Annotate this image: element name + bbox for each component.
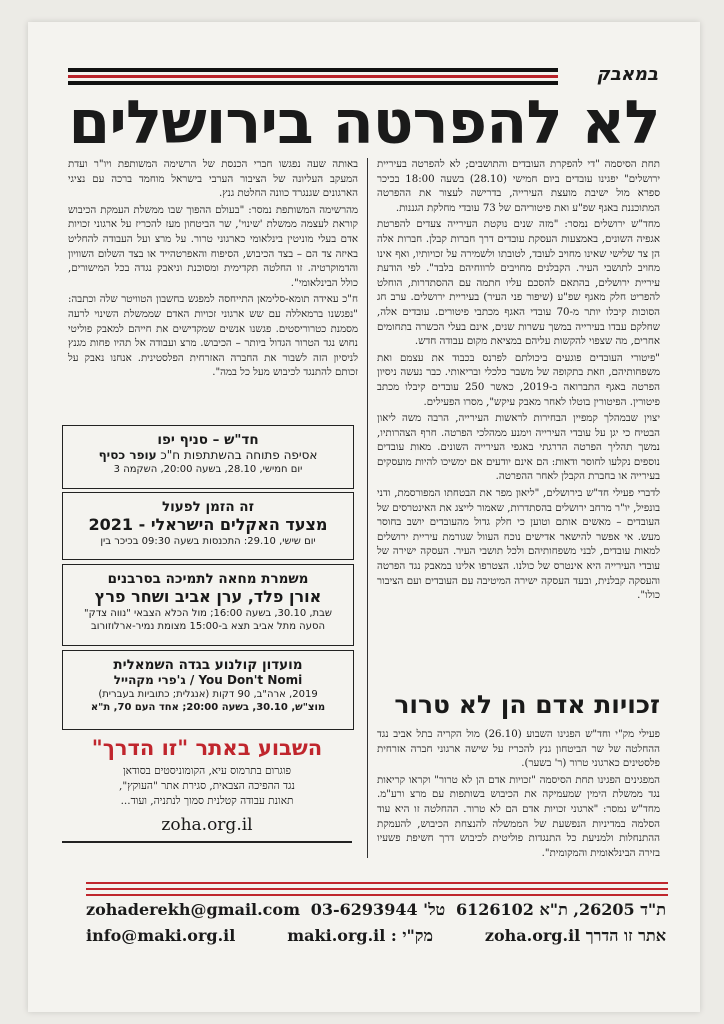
paragraph: המפגינים הפגינו תחת הסיסמה "זכויות אדם הן לא טרור" וקראו קריאות נגד ממשלת הימין שמעמיקה את הכיבוש בשותפות עם מרצ ורע"מ. מחד"ש נמסר: "ארגוני זכויות אדם הם לא טרור. ההחלטה זו היא עוד הסלמה במדיניות הנפשעת של הממשלה להנצחת הכיבוש, להעמקת ההתנחלות ולמניעת כל התנגדות פוליטית לכיבוש דרך חשיפת פשעיו בזירה הבינלאומית והמקומית". (377, 774, 660, 859)
email-link[interactable]: info@maki.org.il (86, 926, 236, 945)
email-link[interactable]: zohaderekh@gmail.com (86, 900, 301, 919)
event-names: אורן פלד, ערן אביב ושחר פרץ (94, 587, 322, 606)
paragraph: ח"כ עאידה תומא-סלימאן התייחסה למפגש בחשבון הטוויטר שלה וכתבה: "נפגשנו ברמאללה עם שש ארגוני זכויות האדם שממשלת השינוי לרעה מסמנת כטרוריסטים. פגשנו אנשים שמקדישים את חייהם למאבק פוליטי נחוש נגד הטרור הגדול ביותר – הכיבוש. מרצ ועבודה אל תהיו פחות מגנץ לניסיון הזה לשבור את החברה האזרחית הפלסטינית. אנחנו נאבק על זכותם להתנגד לכיבוש מעל כל במה". (68, 294, 358, 379)
event-speaker: עופר כסיף (98, 448, 157, 462)
event-title: חד"ש – סניף יפו (157, 432, 259, 448)
paragraph: יצוין שבמהלך קמפיין הבחירות לראשות העירייה, הרבה משה ליאון הבטיח כי יגן על עובדי העירייה וימנע ממהלכי הפרטה. חרף הצהרותיו, נמשך תהליך הפרטה הדרגתי באגפי העירייה השונים. מאות עובדים נוספים נקלעו לחוסר ודאות: הם אינם יודעים אם ימשיכו להיות מועסקים בעירייה או בחברת הקבלן לאחר ההפרטה. (377, 413, 660, 483)
headline: לא להפרטה בירושלים (68, 88, 660, 158)
paragraph: באותה שעה נפגשו חברי הכנסת של הרשימה המשותפת ויו"ר ועדת המעקב העליונה של הציבור הערבי בישראל מוחמד ברכה עם נציגי הארגונים שגנגרד כוונה החלטת גנץ. (68, 159, 358, 200)
weekly-line: נגד ההפיכה הצבאית, סגירת אתר "העוקץ", (119, 780, 295, 792)
event-box-jaffa (62, 425, 354, 489)
footer-contacts (86, 900, 666, 952)
kicker: במאבק (558, 64, 662, 85)
weekly-line: פוגרום בתרמוס עיא, הקומוניסטים בסודאן (122, 765, 292, 777)
site-link[interactable]: zoha.org.il (484, 926, 581, 945)
weekly-title: השבוע באתר "זו הדרך" (91, 736, 323, 760)
event-box-cinema (62, 650, 354, 730)
phone: טל' 03-6293944 (310, 900, 446, 919)
event-details: 2019, ארה"ב, 90 דקות (אנגלית; כתוביות בעברית) (98, 689, 318, 700)
left-column (68, 158, 358, 383)
weekly-url[interactable]: zoha.org.il (161, 815, 253, 835)
weekly-site-box (62, 736, 352, 843)
event-headline: מצעד האקלים הישראלי - 2021 (88, 515, 328, 534)
paragraph: פעילי מק"י וחד"ש הפגינו השבוע (26.10) מול הקריה בתל אביב נגד ההחלטה של שר הביטחון גנץ להכריז על שישה ארגוני חברה אזרחית פלסטינים כארגוני טרור (ר' בשער). (377, 729, 660, 770)
right-column-2 (377, 728, 660, 863)
maki-label: מק"י : (390, 926, 433, 945)
event-details: מוצ"ש, 30.10, בשעה 20:00; אחד העם 70, ת"א (90, 702, 326, 713)
maki-link[interactable]: maki.org.il (287, 926, 386, 945)
subheadline: זכויות אדם הן לא טרור (394, 690, 660, 719)
site-label: אתר זו הדרך (585, 926, 666, 945)
footer-rules (86, 882, 668, 900)
event-details: הסעה מתל אביב תצא ב-15:00 מצומת נמיר-ארלוזורוב (91, 621, 325, 632)
paragraph: תחת הסיסמה "די להפקרת העובדים והתושבים; לא להפרטה בעיריית ירושלים" יפגינו עובדים ביום חמישי (28.10) בשעה 18:00 בכיכר ספרא מול ישיבת מועצת העירייה, בדרישה לעצור את ההפרטה המתוכננת באגף שפ"ע ואת פיטוריהם של 73 עובדי מחלקת הגננות. (377, 159, 660, 214)
paragraph: מהרשימה המשותפת נמסר: "בעולם ההפוך שבו ממשלת העמקת הכיבוש קוראת לעצמה ממשלת 'שינוי', שר הביטחון מעז להכריז על ארגוני זכויות אדם בעלי מוניטין בינלאומי כארגוני טרור. על מרצ ועל העבודה להחליט באיזה צד הם – בצד הכיבוש, הסיפוח והאפרטהייד או בצד השלום השוויון והדמוקרטיה. זו החלטה תקדימית ומסוכנת וניאבק נגדה בכל המישורים, כולל הבינלאומי". (68, 204, 358, 289)
event-details: שבת, 30.10, בשעה 16:00; מול הכלא הצבאי "נווה צדק" (84, 608, 332, 619)
paragraph: מחד"ש ירושלים נמסר: "מזה שנים נוקטת העירייה צעדים להפרטת אגפיה השונים, באמצעות העסקת עובדים דרך חברות קבלן. חברות אלה הן צד שלישי שאינו מחויב לעובד, לטובתו ולשמירה על זכויותיו, ואף אינו מחויב לתושבי העיר. הקבלנים מחויבים לרווחיהם בלבד". לפי הודעת עיריית ירושלים, בהתאם להסכם עליו חתמה עם ההסתדרות, הוחלט להפריט חלק מאגף שפ"ע (שיפור פני העיר) בעיריית ירושלים. ערב חג הסוכות קיבלו יותר מ-70 עובדי האגף מכתבי פיטורים. עובדים אלה, שחלקם עבדו בעירייה במשך עשרות שנים, אינם בעלי הכשרה בתחומים אחרים, מה שצפוי להקשות עליהם במציאת מקום עבודה חדש. (377, 219, 660, 348)
weekly-underline (62, 841, 352, 843)
paragraph: לדברי פעילי חד"ש בירושלים, "ליאון מפר את הבטחתו המפורסמת, ודני בונפיל, יו"ר מרחב ירושלים בהסתדרות, שאמור לייצג את האינטרסים של העובדים – מאשים אותם וטוען כי חלק גדול מהעובדים יושב בחוסר מעש. אי אפשר להישאר אדישים נוכח העוול שגורמת עיריית ירושלים למאות עובדים, לבני משפחותיהם ולכל תושבי העיר. העסקה ישירה של עובדי העירייה היא אינטרס של כולנו. הצטרפו אלינו במאבק נגד הפרטה והעסקה קבלנית, ובעד העסקה ישירה המיטיבה עם העובדים ועם הציבור כולו". (377, 488, 660, 602)
event-title: זה הזמן לפעול (161, 499, 254, 515)
event-box-refusers (62, 564, 354, 646)
event-box-climate (62, 492, 354, 560)
paragraph: "פיטורי העובדים פוגעים ביכולתם לפרנס בכבוד את עצמם ואת משפחותיהם, וזאת בתקופה של משבר כלכלי ובריאותי. כבר נעשה ניסיון הפרטה באגף התברואה ב-2019, כאשר 250 עובדים קיבלו מכתב פיטורין. הפיטורין בוטלו לאחר מאבק עיקש", מסרו הפעילים. (377, 352, 660, 408)
weekly-line: תאונת עבודה קטלנית סמוך לנתניה, ועוד... (120, 795, 294, 807)
column-divider (367, 158, 368, 858)
event-title: מועדון קולנוע בגדה השמאלית (113, 657, 303, 673)
event-details: יום חמישי, 28.10, בשעה 20:00, השקמה 3 (113, 464, 303, 475)
event-details: יום שישי, 29.10: התכנסות בשעה 09:30 בכיכר בין (100, 536, 316, 547)
address: ת"ד 26205, ת"א 6126102 (455, 900, 666, 919)
event-title: משמרת מחאה לתמיכה בסרבנים (107, 571, 309, 587)
event-film: You Don't Nomi / ג'פרי מקהייל (113, 673, 303, 687)
event-line: אסיפה פתוחה בהשתתפות ח"כ (160, 448, 318, 462)
right-column (377, 158, 660, 606)
